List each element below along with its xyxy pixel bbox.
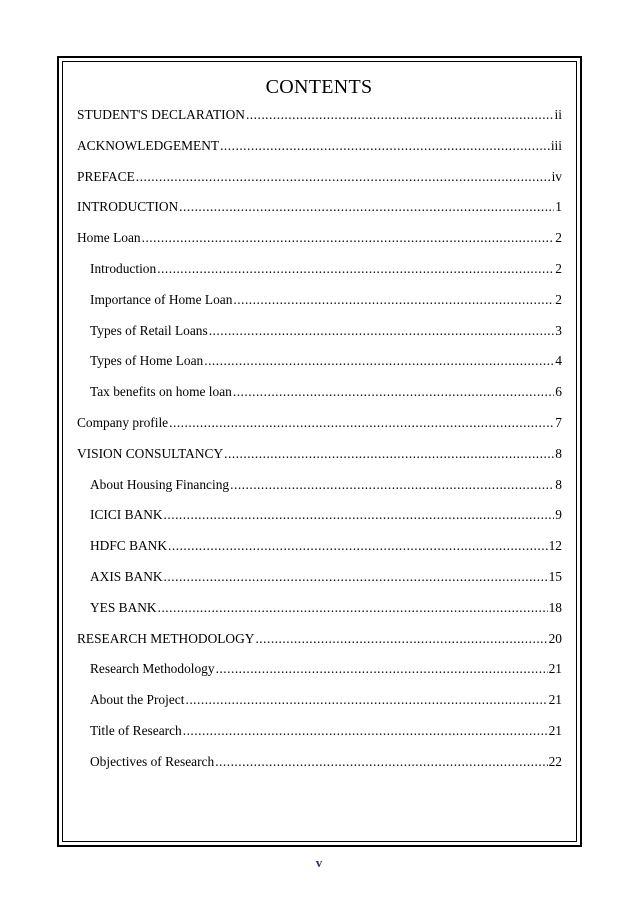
toc-entry-label: Title of Research (90, 722, 182, 738)
toc-subentry[interactable] (77, 723, 562, 754)
toc-dot-leader (233, 384, 554, 400)
toc-entry-label: Objectives of Research (90, 753, 215, 769)
toc-dot-leader (164, 569, 548, 585)
toc-entry[interactable] (77, 199, 562, 230)
toc-entry-page: 21 (548, 722, 562, 738)
toc-entry-label: Introduction (90, 260, 157, 276)
toc-entry-page: 2 (555, 291, 562, 307)
toc-dot-leader (157, 261, 554, 277)
toc-dot-leader (224, 446, 554, 462)
toc-subentry[interactable] (77, 384, 562, 415)
toc-entry[interactable] (77, 415, 562, 446)
toc-entry[interactable] (77, 446, 562, 477)
toc-entry-label: YES BANK (90, 599, 157, 615)
toc-subentry[interactable] (77, 661, 562, 692)
toc-entry-page: 2 (555, 260, 562, 276)
toc-dot-leader (158, 600, 548, 616)
toc-entry-label: ICICI BANK (90, 507, 163, 523)
toc-entry-label: HDFC BANK (90, 538, 168, 554)
toc-entry[interactable] (77, 169, 562, 200)
toc-entry-page: ii (554, 107, 562, 122)
toc-entry-label: Company profile (77, 414, 169, 430)
toc-entry[interactable] (77, 107, 562, 138)
toc-entry-page: 2 (555, 230, 562, 246)
toc-subentry[interactable] (77, 323, 562, 354)
toc-dot-leader (164, 507, 555, 523)
toc-subentry[interactable] (77, 353, 562, 384)
contents-title: CONTENTS (265, 76, 373, 98)
toc-entry-page: iii (550, 137, 562, 153)
toc-entry-page: 9 (555, 507, 562, 523)
toc-dot-leader (230, 477, 554, 493)
toc-entry-label: ACKNOWLEDGEMENT (77, 137, 220, 153)
toc-subentry[interactable] (77, 477, 562, 508)
toc-entry-label: Importance of Home Loan (90, 291, 233, 307)
toc-entry-label: INTRODUCTION (77, 199, 179, 215)
toc-subentry[interactable] (77, 692, 562, 723)
toc-entry-label: RESEARCH METHODOLOGY (77, 630, 255, 646)
toc-entry-label: Types of Retail Loans (90, 322, 208, 338)
toc-subentry[interactable] (77, 569, 562, 600)
toc-dot-leader (215, 754, 547, 770)
toc-entry-label: About the Project (90, 692, 185, 708)
toc-entry-page: 18 (548, 599, 562, 615)
toc-entry-page: 8 (555, 445, 562, 461)
toc-dot-leader (142, 230, 555, 246)
toc-entry-page: 8 (555, 476, 562, 492)
footer-page-number: v (315, 855, 323, 870)
toc-dot-leader (209, 323, 555, 339)
toc-dot-leader (220, 138, 550, 154)
toc-dot-leader (183, 723, 548, 739)
toc-subentry[interactable] (77, 292, 562, 323)
table-of-contents (77, 107, 562, 785)
toc-entry-page: 15 (548, 568, 562, 584)
toc-entry-page: 12 (548, 538, 562, 554)
toc-entry-label: Tax benefits on home loan (90, 384, 232, 400)
toc-entry-page: 4 (555, 353, 562, 369)
toc-entry[interactable] (77, 230, 562, 261)
toc-subentry[interactable] (77, 538, 562, 569)
toc-subentry[interactable] (77, 507, 562, 538)
toc-dot-leader (233, 292, 554, 308)
toc-dot-leader (246, 107, 554, 123)
toc-entry-page: 22 (548, 753, 562, 769)
toc-entry-page: iv (551, 168, 562, 184)
toc-entry-label: AXIS BANK (90, 568, 163, 584)
toc-entry-page: 6 (555, 384, 562, 400)
toc-dot-leader (216, 661, 548, 677)
toc-subentry[interactable] (77, 754, 562, 785)
toc-dot-leader (169, 415, 554, 431)
toc-entry-page: 21 (548, 692, 562, 708)
toc-dot-leader (136, 169, 551, 185)
toc-dot-leader (168, 538, 548, 554)
toc-entry-page: 20 (548, 630, 562, 646)
toc-entry-page: 1 (555, 199, 562, 215)
toc-entry-label: Home Loan (77, 230, 141, 246)
toc-entry-label: PREFACE (77, 168, 135, 184)
toc-entry-page: 7 (555, 414, 562, 430)
toc-entry-page: 21 (548, 661, 562, 677)
toc-entry-label: Types of Home Loan (90, 353, 204, 369)
toc-dot-leader (204, 353, 554, 369)
toc-subentry[interactable] (77, 261, 562, 292)
toc-entry-label: Research Methodology (90, 661, 215, 677)
toc-entry[interactable] (77, 631, 562, 662)
toc-dot-leader (185, 692, 547, 708)
toc-entry-page: 3 (555, 322, 562, 338)
toc-entry-label: STUDENT'S DECLARATION (77, 107, 245, 122)
toc-entry-label: VISION CONSULTANCY (77, 445, 224, 461)
toc-dot-leader (255, 631, 547, 647)
toc-dot-leader (179, 199, 554, 215)
toc-entry-label: About Housing Financing (90, 476, 230, 492)
toc-entry[interactable] (77, 138, 562, 169)
toc-subentry[interactable] (77, 600, 562, 631)
